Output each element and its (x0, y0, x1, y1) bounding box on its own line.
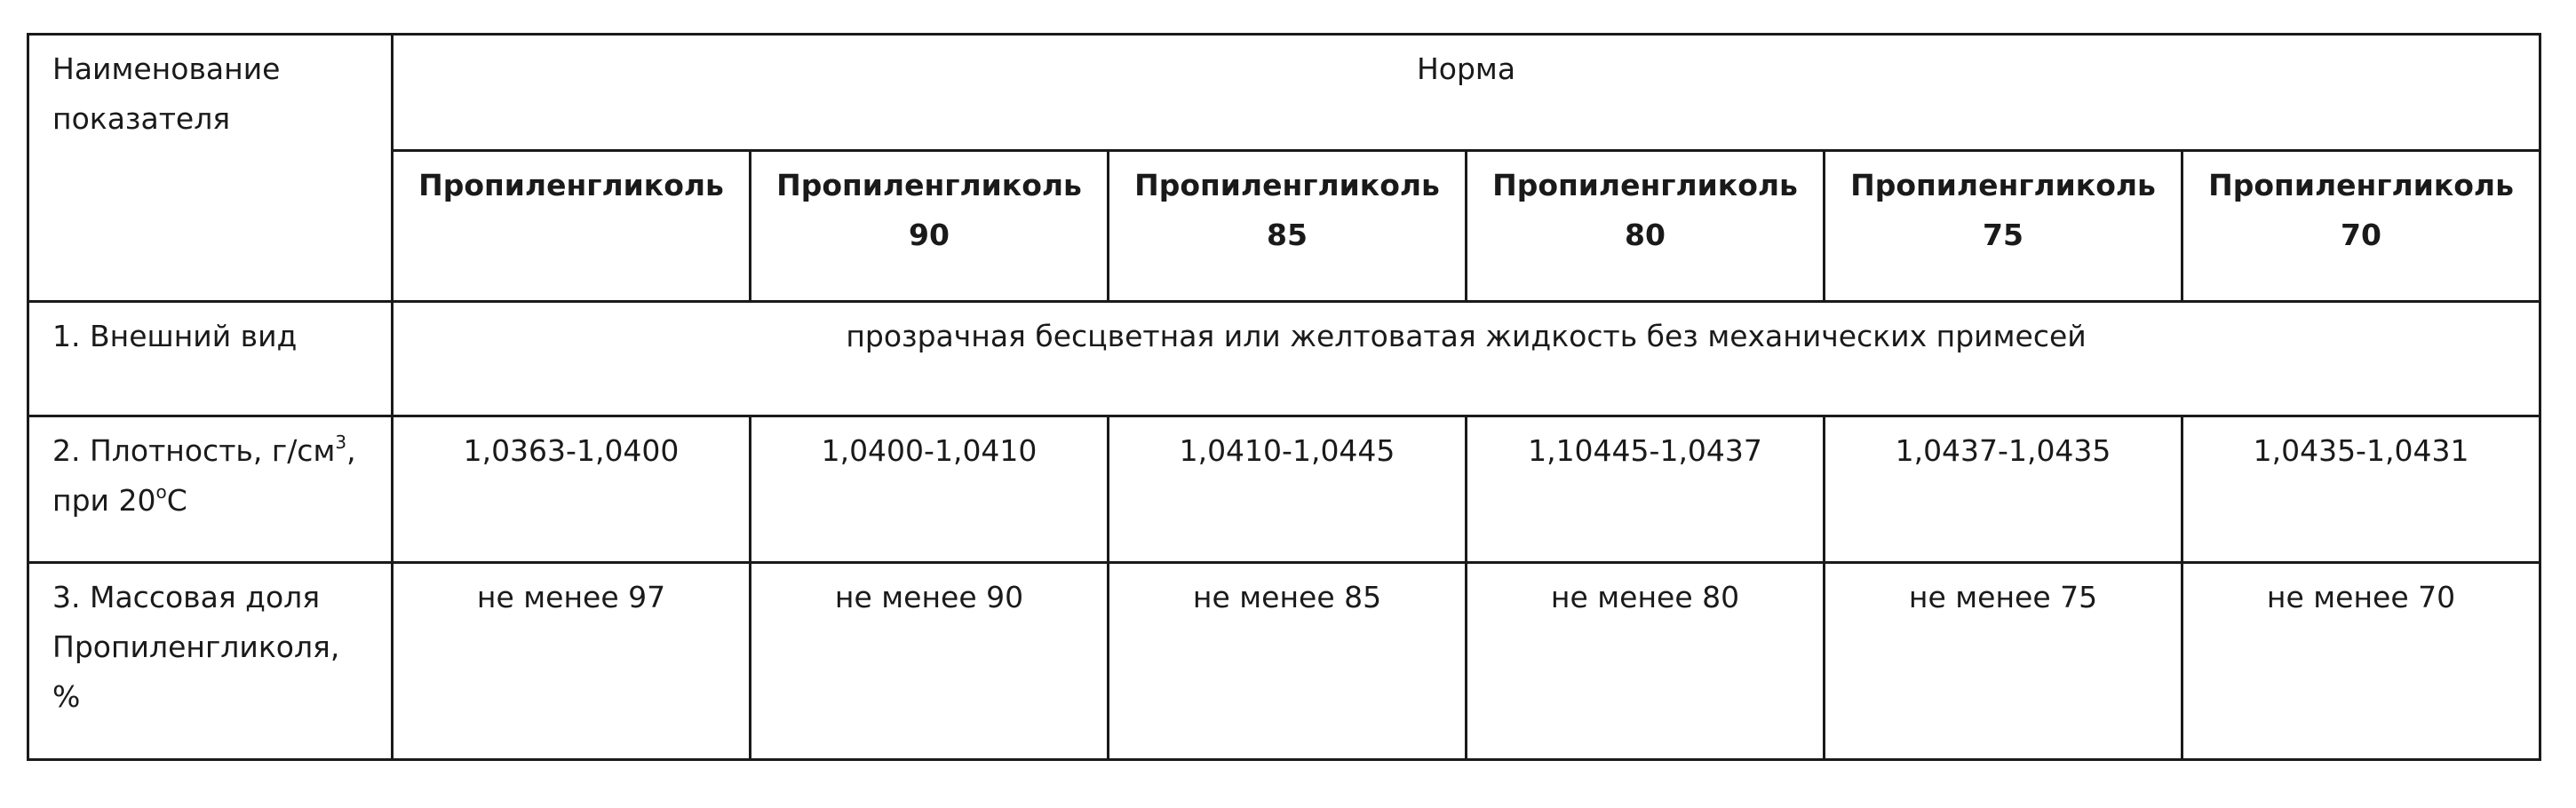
appearance-value (393, 302, 2540, 416)
norma-header-text: Норма (1416, 51, 1516, 86)
grade-header (2182, 151, 2540, 302)
grade-header-name: Пропиленгликоль (1134, 168, 1440, 202)
row-label-text: 1. Внешний вид (52, 319, 298, 353)
row-label-text: 3. Массовая доля Пропиленгликоля, % (52, 580, 340, 714)
table-cell: не менее 90 (751, 563, 1109, 760)
grade-header-number: 85 (1267, 218, 1308, 252)
grade-header-name: Пропиленгликоль (1492, 168, 1798, 202)
table-cell: не менее 80 (1467, 563, 1825, 760)
grade-header-number: 90 (909, 218, 950, 252)
row-label-part: 2. Плотность, г/см (52, 433, 336, 468)
grade-header-name: Пропиленгликоль (418, 168, 724, 202)
appearance-value-text: прозрачная бесцветная или желтоватая жидкость без механических примесей (846, 319, 2087, 353)
specification-table (27, 33, 2541, 761)
table-cell: 1,0437-1,0435 (1825, 416, 2182, 563)
row-label-part: С (166, 483, 187, 518)
table-row-density (28, 416, 2540, 563)
grade-header-name: Пропиленгликоль (2208, 168, 2514, 202)
grade-header (1109, 151, 1467, 302)
table-cell: 1,0400-1,0410 (751, 416, 1109, 563)
row-label (28, 416, 393, 563)
row-label-part: , при 20 (52, 433, 356, 518)
grade-header-name: Пропиленгликоль (1850, 168, 2156, 202)
param-name-header (28, 35, 393, 302)
table-row-mass-fraction (28, 563, 2540, 760)
header-row-norma (28, 35, 2540, 151)
table-cell: 1,0435-1,0431 (2182, 416, 2540, 563)
grade-header (393, 151, 751, 302)
grade-header-number: 75 (1983, 218, 2023, 252)
row-label (28, 302, 393, 416)
header-row-grades (28, 151, 2540, 302)
grade-header-name: Пропиленгликоль (776, 168, 1082, 202)
grade-header (1467, 151, 1825, 302)
table-cell: не менее 70 (2182, 563, 2540, 760)
grade-header (751, 151, 1109, 302)
table-cell: не менее 85 (1109, 563, 1467, 760)
superscript-3: 3 (335, 432, 347, 453)
row-label (28, 563, 393, 760)
grade-header-number: 80 (1625, 218, 1666, 252)
grade-header (1825, 151, 2182, 302)
table-cell: 1,10445-1,0437 (1467, 416, 1825, 563)
norma-header (393, 35, 2540, 151)
table-row-appearance (28, 302, 2540, 416)
param-name-header-text: Наименование показателя (52, 51, 281, 136)
table-cell: не менее 97 (393, 563, 751, 760)
degree-superscript: о (155, 481, 167, 503)
grade-header-number: 70 (2341, 218, 2381, 252)
table-cell: 1,0363-1,0400 (393, 416, 751, 563)
table-cell: не менее 75 (1825, 563, 2182, 760)
table-cell: 1,0410-1,0445 (1109, 416, 1467, 563)
